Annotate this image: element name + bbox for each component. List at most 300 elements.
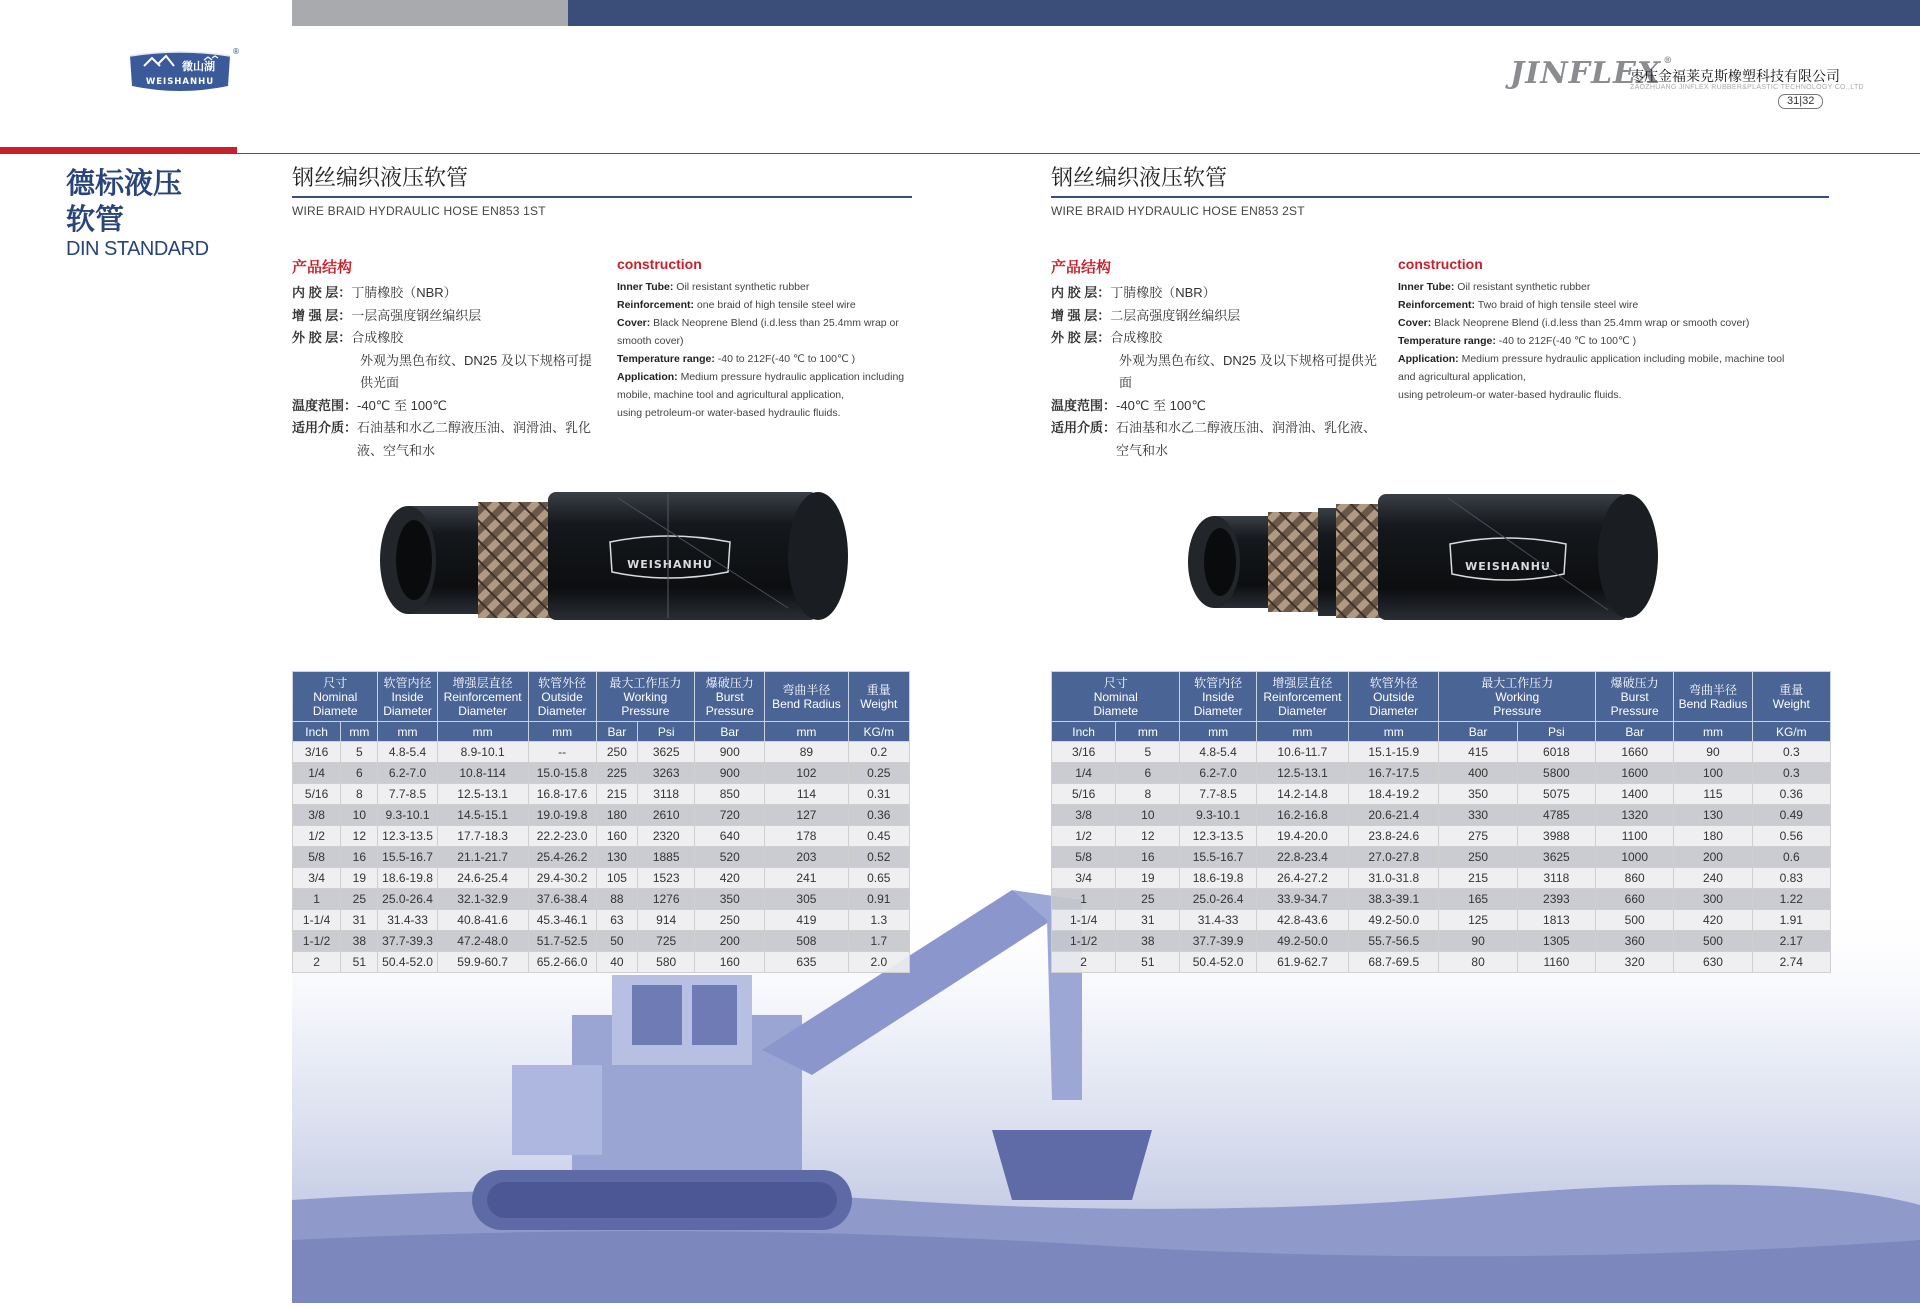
table-cell: 580 bbox=[638, 952, 695, 973]
left-product-panel bbox=[292, 164, 912, 458]
table-cell: 0.52 bbox=[848, 847, 909, 868]
table-cell: 860 bbox=[1596, 868, 1674, 889]
table-cell: 0.45 bbox=[848, 826, 909, 847]
spec-value: 合成橡胶 bbox=[1110, 330, 1163, 345]
table-cell: 105 bbox=[596, 868, 638, 889]
col-header-bend-radius: 弯曲半径 Bend Radius bbox=[765, 672, 848, 722]
table-cell: 0.2 bbox=[848, 742, 909, 763]
table-row bbox=[293, 952, 910, 973]
col-header-inside: 软管内径 Inside Diameter bbox=[1180, 672, 1256, 722]
unit-cell: Bar bbox=[695, 722, 765, 742]
table-cell: 20.6-21.4 bbox=[1349, 805, 1439, 826]
page-number: 31|32 bbox=[1778, 94, 1823, 109]
table-cell: 1523 bbox=[638, 868, 695, 889]
table-cell: 114 bbox=[765, 784, 848, 805]
table-cell: 1.91 bbox=[1752, 910, 1830, 931]
table-cell: 16.2-16.8 bbox=[1256, 805, 1348, 826]
table-cell: 2393 bbox=[1517, 889, 1595, 910]
table-cell: 3118 bbox=[638, 784, 695, 805]
table-cell: 127 bbox=[765, 805, 848, 826]
table-cell: 37.7-39.9 bbox=[1180, 931, 1256, 952]
spec-note: 外观为黑色布纹、DN25 及以下规格可提供光面 bbox=[360, 352, 592, 390]
table-cell: 3625 bbox=[1517, 847, 1595, 868]
col-header-inside: 软管内径 Inside Diameter bbox=[378, 672, 437, 722]
table-cell: 38 bbox=[1116, 931, 1180, 952]
table-cell: 61.9-62.7 bbox=[1256, 952, 1348, 973]
spec-key: 适用介质： bbox=[1051, 420, 1117, 435]
table-cell: 8 bbox=[1116, 784, 1180, 805]
spec-key: 温度范围： bbox=[292, 397, 358, 413]
table-cell: 12.3-13.5 bbox=[378, 826, 437, 847]
col-header-weight: 重量 Weight bbox=[848, 672, 909, 722]
table-cell: 7.7-8.5 bbox=[1180, 784, 1256, 805]
unit-cell: Psi bbox=[1517, 722, 1595, 742]
table-row bbox=[1052, 868, 1831, 889]
table-cell: 23.8-24.6 bbox=[1349, 826, 1439, 847]
unit-cell: mm bbox=[528, 722, 596, 742]
table-cell: 90 bbox=[1674, 742, 1752, 763]
table-cell: 5 bbox=[341, 742, 378, 763]
title-underline bbox=[292, 196, 912, 198]
table-cell: 720 bbox=[695, 805, 765, 826]
weishanhu-logo bbox=[124, 46, 240, 98]
table-cell: 1-1/2 bbox=[293, 931, 341, 952]
table-cell: 3/4 bbox=[1052, 868, 1116, 889]
table-cell: 130 bbox=[596, 847, 638, 868]
table-cell: 1160 bbox=[1517, 952, 1595, 973]
table-cell: 19.0-19.8 bbox=[528, 805, 596, 826]
unit-cell: mm bbox=[378, 722, 437, 742]
company-name-en: ZAOZHUANG JINFLEX RUBBER&PLASTIC TECHNOLOGY CO.,LTD bbox=[1630, 84, 1864, 91]
hose-image-2st bbox=[1178, 488, 1668, 624]
section-title-en: DIN STANDARD bbox=[66, 238, 209, 260]
table-cell: 0.36 bbox=[1752, 784, 1830, 805]
construction-heading: construction bbox=[617, 256, 702, 272]
spec-value: 合成橡胶 bbox=[351, 330, 404, 345]
table-cell: 100 bbox=[1674, 763, 1752, 784]
spec-value: -40℃ 至 100℃ bbox=[357, 397, 447, 413]
table-row bbox=[1052, 847, 1831, 868]
table-cell: 49.2-50.0 bbox=[1349, 910, 1439, 931]
col-header-outside: 软管外径 Outside Diameter bbox=[1349, 672, 1439, 722]
table-cell: 5/8 bbox=[293, 847, 341, 868]
table-cell: 200 bbox=[695, 931, 765, 952]
table-cell: 500 bbox=[1596, 910, 1674, 931]
top-bar-blue bbox=[568, 0, 1920, 26]
unit-cell: mm bbox=[1674, 722, 1752, 742]
table-cell: 40 bbox=[596, 952, 638, 973]
table-cell: 4785 bbox=[1517, 805, 1595, 826]
jinflex-logo: JINFLEX ® bbox=[1510, 56, 1674, 91]
table-cell: 400 bbox=[1439, 763, 1517, 784]
table-cell: 6018 bbox=[1517, 742, 1595, 763]
table-cell: 130 bbox=[1674, 805, 1752, 826]
structure-heading-cn: 产品结构 bbox=[1051, 259, 1112, 276]
table-row bbox=[1052, 826, 1831, 847]
table-row bbox=[1052, 889, 1831, 910]
unit-cell: Inch bbox=[293, 722, 341, 742]
table-cell: 31.4-33 bbox=[378, 910, 437, 931]
table-cell: 6 bbox=[1116, 763, 1180, 784]
table-cell: 0.25 bbox=[848, 763, 909, 784]
unit-cell: Bar bbox=[1596, 722, 1674, 742]
table-cell: 10.8-114 bbox=[437, 763, 528, 784]
unit-cell: Inch bbox=[1052, 722, 1116, 742]
table-cell: 15.1-15.9 bbox=[1349, 742, 1439, 763]
jinflex-header bbox=[1510, 56, 1864, 112]
section-title-cn: 德标液压 软管 bbox=[66, 168, 183, 236]
table-cell: 250 bbox=[596, 742, 638, 763]
table-row bbox=[293, 910, 910, 931]
table-row bbox=[293, 784, 910, 805]
product-subtitle-en: WIRE BRAID HYDRAULIC HOSE EN853 1ST bbox=[292, 204, 546, 218]
col-header-bend-radius: 弯曲半径 Bend Radius bbox=[1674, 672, 1752, 722]
table-cell: 49.2-50.0 bbox=[1256, 931, 1348, 952]
table-cell: 1 bbox=[1052, 889, 1116, 910]
unit-cell: mm bbox=[437, 722, 528, 742]
table-cell: 18.6-19.8 bbox=[378, 868, 437, 889]
table-cell: 0.31 bbox=[848, 784, 909, 805]
unit-cell: mm bbox=[341, 722, 378, 742]
table-cell: 32.1-32.9 bbox=[437, 889, 528, 910]
table-cell: 12 bbox=[1116, 826, 1180, 847]
table-row bbox=[293, 847, 910, 868]
table-cell: 1/4 bbox=[1052, 763, 1116, 784]
table-cell: 37.7-39.3 bbox=[378, 931, 437, 952]
table-cell: 18.6-19.8 bbox=[1180, 868, 1256, 889]
header-divider bbox=[0, 153, 1920, 154]
table-cell: 5075 bbox=[1517, 784, 1595, 805]
col-header-burst: 爆破压力 Burst Pressure bbox=[695, 672, 765, 722]
table-cell: 21.1-21.7 bbox=[437, 847, 528, 868]
svg-text:®: ® bbox=[232, 47, 240, 56]
table-cell: 88 bbox=[596, 889, 638, 910]
table-cell: 5800 bbox=[1517, 763, 1595, 784]
table-row bbox=[1052, 910, 1831, 931]
top-bar-gray bbox=[292, 0, 568, 26]
table-cell: 89 bbox=[765, 742, 848, 763]
table-cell: 180 bbox=[596, 805, 638, 826]
unit-cell: KG/m bbox=[848, 722, 909, 742]
table-cell: 4.8-5.4 bbox=[1180, 742, 1256, 763]
table-cell: 225 bbox=[596, 763, 638, 784]
spec-value: 石油基和水乙二醇液压油、润滑油、乳化液、空气和水 bbox=[357, 420, 592, 458]
table-cell: 275 bbox=[1439, 826, 1517, 847]
table-cell: 178 bbox=[765, 826, 848, 847]
product-title-cn: 钢丝编织液压软管 bbox=[292, 165, 469, 190]
table-cell: 18.4-19.2 bbox=[1349, 784, 1439, 805]
table-row bbox=[1052, 952, 1831, 973]
table-cell: 12.3-13.5 bbox=[1180, 826, 1256, 847]
table-cell: 68.7-69.5 bbox=[1349, 952, 1439, 973]
unit-cell: mm bbox=[765, 722, 848, 742]
table-cell: 250 bbox=[695, 910, 765, 931]
spec-value: 丁腈橡胶（NBR） bbox=[1110, 285, 1216, 300]
table-cell: 635 bbox=[765, 952, 848, 973]
spec-key: 增 强 层： bbox=[1051, 307, 1111, 323]
spec-key: 内 胶 层： bbox=[1051, 285, 1111, 300]
table-cell: 14.5-15.1 bbox=[437, 805, 528, 826]
table-cell: 2.17 bbox=[1752, 931, 1830, 952]
table-cell: 19.4-20.0 bbox=[1256, 826, 1348, 847]
spec-value: 石油基和水乙二醇液压油、润滑油、乳化液、空气和水 bbox=[1116, 420, 1377, 458]
title-underline bbox=[1051, 196, 1829, 198]
product-title-cn: 钢丝编织液压软管 bbox=[1051, 165, 1228, 190]
table-cell: 0.36 bbox=[848, 805, 909, 826]
col-header-burst: 爆破压力 Burst Pressure bbox=[1596, 672, 1674, 722]
spec-key: 外 胶 层： bbox=[1051, 330, 1111, 345]
table-cell: 0.3 bbox=[1752, 763, 1830, 784]
table-cell: 1 bbox=[293, 889, 341, 910]
table-cell: 17.7-18.3 bbox=[437, 826, 528, 847]
table-cell: 102 bbox=[765, 763, 848, 784]
col-header-reinforcement: 增强层直径 Reinforcement Diameter bbox=[437, 672, 528, 722]
table-cell: 25 bbox=[341, 889, 378, 910]
table-cell: 50.4-52.0 bbox=[1180, 952, 1256, 973]
table-cell: 3/4 bbox=[293, 868, 341, 889]
unit-cell: mm bbox=[1180, 722, 1256, 742]
col-header-size: 尺寸 Nominal Diamete bbox=[1052, 672, 1180, 722]
table-cell: 640 bbox=[695, 826, 765, 847]
table-cell: 0.83 bbox=[1752, 868, 1830, 889]
table-cell: 51.7-52.5 bbox=[528, 931, 596, 952]
table-cell: 40.8-41.6 bbox=[437, 910, 528, 931]
table-cell: 215 bbox=[596, 784, 638, 805]
table-cell: 3/8 bbox=[1052, 805, 1116, 826]
table-cell: 50 bbox=[596, 931, 638, 952]
svg-text:WEISHANHU: WEISHANHU bbox=[627, 558, 713, 571]
construction-text: Inner Tube: Oil resistant synthetic rubber Reinforcement: one braid of high tensile steel wire Cover: Black Neoprene Blend (i.d.less than 25.4mm wrap or smooth cover) Temperature range: -40 to 212F(-40 ℃ to 100℃ ) Application: Medium pressure hydraulic application including mobile, machine tool and agricultural application, using petroleum-or water-based hydraulic fluids. bbox=[617, 281, 905, 419]
table-cell: 14.2-14.8 bbox=[1256, 784, 1348, 805]
table-cell: 1.3 bbox=[848, 910, 909, 931]
table-cell: 25.0-26.4 bbox=[378, 889, 437, 910]
table-cell: 330 bbox=[1439, 805, 1517, 826]
table-cell: 7.7-8.5 bbox=[378, 784, 437, 805]
table-cell: 65.2-66.0 bbox=[528, 952, 596, 973]
table-cell: 660 bbox=[1596, 889, 1674, 910]
table-cell: 500 bbox=[1674, 931, 1752, 952]
table-cell: 1100 bbox=[1596, 826, 1674, 847]
table-cell: 360 bbox=[1596, 931, 1674, 952]
table-cell: 6 bbox=[341, 763, 378, 784]
table-cell: 15.0-15.8 bbox=[528, 763, 596, 784]
svg-text:WEISHANHU: WEISHANHU bbox=[1465, 560, 1551, 573]
table-cell: 12.5-13.1 bbox=[1256, 763, 1348, 784]
table-cell: 115 bbox=[1674, 784, 1752, 805]
table-cell: 1305 bbox=[1517, 931, 1595, 952]
company-name-cn: 枣庄金福莱克斯橡塑科技有限公司 bbox=[1630, 68, 1840, 84]
table-cell: 16.8-17.6 bbox=[528, 784, 596, 805]
table-cell: 31.4-33 bbox=[1180, 910, 1256, 931]
table-cell: 0.3 bbox=[1752, 742, 1830, 763]
table-cell: 80 bbox=[1439, 952, 1517, 973]
table-cell: 5 bbox=[1116, 742, 1180, 763]
table-cell: 9.3-10.1 bbox=[378, 805, 437, 826]
spec-table-2st bbox=[1051, 671, 1831, 973]
table-cell: 165 bbox=[1439, 889, 1517, 910]
table-cell: 630 bbox=[1674, 952, 1752, 973]
table-row bbox=[293, 763, 910, 784]
table-cell: 0.91 bbox=[848, 889, 909, 910]
spec-key: 适用介质： bbox=[292, 420, 358, 435]
table-row bbox=[1052, 805, 1831, 826]
table-cell: 419 bbox=[765, 910, 848, 931]
table-cell: 241 bbox=[765, 868, 848, 889]
table-cell: 16 bbox=[1116, 847, 1180, 868]
table-cell: 33.9-34.7 bbox=[1256, 889, 1348, 910]
table-cell: 26.4-27.2 bbox=[1256, 868, 1348, 889]
table-cell: 415 bbox=[1439, 742, 1517, 763]
table-cell: 914 bbox=[638, 910, 695, 931]
table-cell: 3625 bbox=[638, 742, 695, 763]
spec-key: 温度范围： bbox=[1051, 397, 1117, 413]
table-cell: 0.65 bbox=[848, 868, 909, 889]
table-row bbox=[293, 931, 910, 952]
table-cell: 1885 bbox=[638, 847, 695, 868]
table-cell: 1/2 bbox=[293, 826, 341, 847]
table-cell: 22.8-23.4 bbox=[1256, 847, 1348, 868]
spec-table-1st bbox=[292, 671, 910, 973]
table-cell: 19 bbox=[1116, 868, 1180, 889]
table-cell: 1-1/2 bbox=[1052, 931, 1116, 952]
table-cell: 45.3-46.1 bbox=[528, 910, 596, 931]
table-cell: 180 bbox=[1674, 826, 1752, 847]
table-cell: 59.9-60.7 bbox=[437, 952, 528, 973]
unit-cell: mm bbox=[1116, 722, 1180, 742]
table-cell: 50.4-52.0 bbox=[378, 952, 437, 973]
table-cell: 160 bbox=[695, 952, 765, 973]
right-product-panel bbox=[1051, 164, 1831, 458]
spec-value: 二层高强度钢丝编织层 bbox=[1110, 307, 1241, 323]
table-cell: 1320 bbox=[1596, 805, 1674, 826]
table-cell: 300 bbox=[1674, 889, 1752, 910]
spec-value: 一层高强度钢丝编织层 bbox=[351, 307, 482, 323]
unit-cell: KG/m bbox=[1752, 722, 1830, 742]
table-cell: 160 bbox=[596, 826, 638, 847]
col-header-outside: 软管外径 Outside Diameter bbox=[528, 672, 596, 722]
table-cell: 9.3-10.1 bbox=[1180, 805, 1256, 826]
table-cell: 0.49 bbox=[1752, 805, 1830, 826]
table-cell: 27.0-27.8 bbox=[1349, 847, 1439, 868]
table-row bbox=[293, 826, 910, 847]
table-cell: 350 bbox=[1439, 784, 1517, 805]
spec-key: 内 胶 层： bbox=[292, 285, 352, 300]
table-cell: 29.4-30.2 bbox=[528, 868, 596, 889]
table-row bbox=[1052, 742, 1831, 763]
col-header-weight: 重量 Weight bbox=[1752, 672, 1830, 722]
unit-cell: Bar bbox=[1439, 722, 1517, 742]
table-cell: 900 bbox=[695, 763, 765, 784]
table-row bbox=[1052, 931, 1831, 952]
hose-image-1st bbox=[368, 488, 858, 624]
table-cell: 16 bbox=[341, 847, 378, 868]
table-cell: 31 bbox=[1116, 910, 1180, 931]
table-cell: 63 bbox=[596, 910, 638, 931]
table-cell: 420 bbox=[695, 868, 765, 889]
table-cell: 900 bbox=[695, 742, 765, 763]
table-cell: 215 bbox=[1439, 868, 1517, 889]
table-cell: 42.8-43.6 bbox=[1256, 910, 1348, 931]
table-cell: 38 bbox=[341, 931, 378, 952]
table-cell: 1.7 bbox=[848, 931, 909, 952]
table-cell: 16.7-17.5 bbox=[1349, 763, 1439, 784]
table-cell: 15.5-16.7 bbox=[1180, 847, 1256, 868]
table-cell: 508 bbox=[765, 931, 848, 952]
table-cell: 25.4-26.2 bbox=[528, 847, 596, 868]
table-cell: 10 bbox=[341, 805, 378, 826]
table-row bbox=[1052, 763, 1831, 784]
table-cell: 6.2-7.0 bbox=[378, 763, 437, 784]
table-cell: 25.0-26.4 bbox=[1180, 889, 1256, 910]
table-cell: 6.2-7.0 bbox=[1180, 763, 1256, 784]
construction-heading: construction bbox=[1398, 256, 1483, 272]
spec-value: 丁腈橡胶（NBR） bbox=[351, 285, 457, 300]
spec-note: 外观为黑色布纹、DN25 及以下规格可提供光面 bbox=[1119, 352, 1377, 390]
construction-text: Inner Tube: Oil resistant synthetic rubber Reinforcement: Two braid of high tensile steel wire Cover: Black Neoprene Blend (i.d.less than 25.4mm wrap or smooth cover) Temperature range: -40 to 212F(-40 ℃ to 100℃ ) Application: Medium pressure hydraulic application including mobile, machine tool and agricultural application, using petroleum-or water-based hydraulic fluids. bbox=[1398, 281, 1785, 401]
table-cell: 3263 bbox=[638, 763, 695, 784]
table-cell: 1.22 bbox=[1752, 889, 1830, 910]
table-cell: 5/16 bbox=[293, 784, 341, 805]
table-cell: 47.2-48.0 bbox=[437, 931, 528, 952]
col-header-size: 尺寸 Nominal Diamete bbox=[293, 672, 378, 722]
table-cell: 250 bbox=[1439, 847, 1517, 868]
table-cell: 8 bbox=[341, 784, 378, 805]
table-cell: 15.5-16.7 bbox=[378, 847, 437, 868]
table-cell: 0.6 bbox=[1752, 847, 1830, 868]
table-cell: 1-1/4 bbox=[293, 910, 341, 931]
table-cell: 22.2-23.0 bbox=[528, 826, 596, 847]
svg-text:微山湖: 微山湖 bbox=[182, 60, 215, 73]
spec-key: 增 强 层： bbox=[292, 307, 352, 323]
table-cell: 10.6-11.7 bbox=[1256, 742, 1348, 763]
table-cell: 19 bbox=[341, 868, 378, 889]
unit-cell: Psi bbox=[638, 722, 695, 742]
table-cell: 51 bbox=[341, 952, 378, 973]
table-cell: 350 bbox=[695, 889, 765, 910]
table-cell: 25 bbox=[1116, 889, 1180, 910]
col-header-reinforcement: 增强层直径 Reinforcement Diameter bbox=[1256, 672, 1348, 722]
table-cell: 12.5-13.1 bbox=[437, 784, 528, 805]
table-row bbox=[293, 889, 910, 910]
header-red-accent bbox=[0, 147, 237, 154]
product-subtitle-en: WIRE BRAID HYDRAULIC HOSE EN853 2ST bbox=[1051, 204, 1305, 218]
table-cell: 1600 bbox=[1596, 763, 1674, 784]
table-cell: 1000 bbox=[1596, 847, 1674, 868]
table-cell: 203 bbox=[765, 847, 848, 868]
structure-list-cn bbox=[1051, 282, 1381, 462]
col-header-working-pressure: 最大工作压力 Working Pressure bbox=[596, 672, 695, 722]
table-cell: 0.56 bbox=[1752, 826, 1830, 847]
table-cell: 12 bbox=[341, 826, 378, 847]
spec-key: 外 胶 层： bbox=[292, 330, 352, 345]
structure-list-cn bbox=[292, 282, 592, 462]
table-cell: 1813 bbox=[1517, 910, 1595, 931]
table-cell: -- bbox=[528, 742, 596, 763]
table-cell: 1276 bbox=[638, 889, 695, 910]
table-cell: 3/16 bbox=[1052, 742, 1116, 763]
table-cell: 3/8 bbox=[293, 805, 341, 826]
table-row bbox=[293, 868, 910, 889]
table-cell: 51 bbox=[1116, 952, 1180, 973]
table-cell: 520 bbox=[695, 847, 765, 868]
table-cell: 320 bbox=[1596, 952, 1674, 973]
table-cell: 420 bbox=[1674, 910, 1752, 931]
table-cell: 1/2 bbox=[1052, 826, 1116, 847]
brand-name-text: WEISHANHU bbox=[145, 77, 215, 87]
table-cell: 200 bbox=[1674, 847, 1752, 868]
table-cell: 31.0-31.8 bbox=[1349, 868, 1439, 889]
table-cell: 725 bbox=[638, 931, 695, 952]
